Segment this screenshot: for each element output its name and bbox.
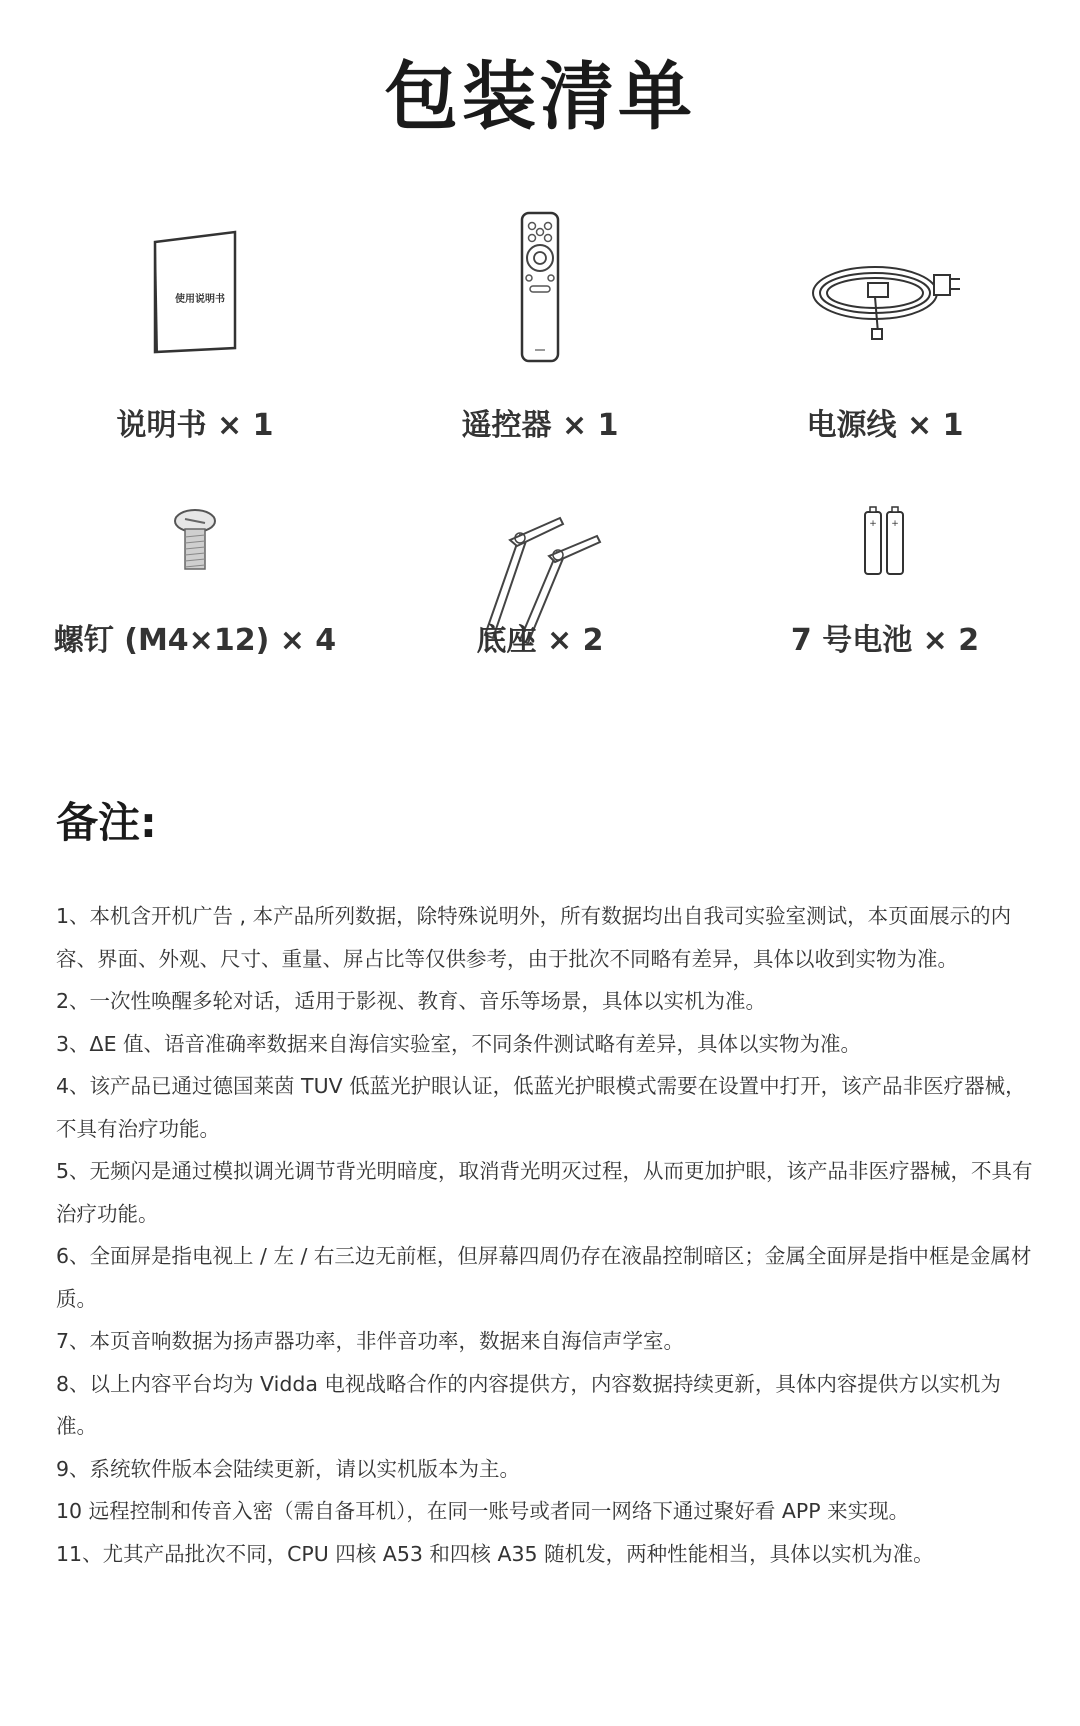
note-item: 5、无频闪是通过模拟调光调节背光明暗度，取消背光明灭过程，从而更加护眼，该产品非医疗器械，不具有治疗功能。 <box>56 1159 1033 1226</box>
notes-heading: 备注: <box>56 798 157 847</box>
remote-control-icon <box>375 210 705 369</box>
item-label-remote: 遥控器 × 1 <box>461 408 619 443</box>
note-item: 11、尤其产品批次不同，CPU 四核 A53 和四核 A35 随机发，两种性能相当，具体以实机为准。 <box>56 1541 934 1566</box>
item-label-screw: 螺钉 (M4×12) × 4 <box>53 623 337 658</box>
power-cable-icon <box>720 245 1050 349</box>
note-item: 2、一次性唤醒多轮对话，适用于影视、教育、音乐等场景，具体以实机为准。 <box>56 989 767 1013</box>
note-item: 1、本机含开机广告 , 本产品所列数据，除特殊说明外，所有数据均出自我司实验室测试，本页面展示的内容、界面、外观、尺寸、重量、屏占比等仅供参考，由于批次不同略有差异，具体以收到实物为准。 <box>56 904 1012 971</box>
note-item: 4、该产品已通过德国莱茵 TUV 低蓝光护眼认证，低蓝光护眼模式需要在设置中打开，该产品非医疗器械，不具有治疗功能。 <box>56 1074 1026 1141</box>
screw-icon <box>30 505 360 589</box>
note-item: 8、以上内容平台均为 Vidda 电视战略合作的内容提供方，内容数据持续更新，具体内容提供方以实机为准。 <box>56 1371 1001 1438</box>
note-item: 3、ΔE 值、语音准确率数据来自海信实验室，不同条件测试略有差异，具体以实物为准。 <box>56 1031 862 1056</box>
note-item: 10 远程控制和传音入密（需自备耳机），在同一账号或者同一网络下通过聚好看 APP 来实现。 <box>56 1499 910 1523</box>
note-item: 7、本页音响数据为扬声器功率，非伴音功率，数据来自海信声学室。 <box>56 1329 685 1353</box>
item-label-battery: 7 号电池 × 2 <box>790 623 980 658</box>
item-label-power-cable: 电源线 × 1 <box>806 408 964 443</box>
note-item: 6、全面屏是指电视上 / 左 / 右三边无前框，但屏幕四周仍存在液晶控制暗区；金属全面屏是指中框是金属材质。 <box>56 1244 1032 1311</box>
manual-icon <box>30 220 360 364</box>
svg-text:+: + <box>891 519 899 529</box>
item-label-manual: 说明书 × 1 <box>116 408 274 443</box>
svg-text:+: + <box>869 519 877 529</box>
manual-cover-text: 使用说明书 <box>175 294 225 305</box>
page-title: 包装清单 <box>384 54 696 140</box>
notes-list <box>56 895 1036 1575</box>
note-item: 9、系统软件版本会陆续更新，请以实机版本为主。 <box>56 1456 521 1481</box>
battery-icon <box>720 502 1050 586</box>
item-label-stand: 底座 × 2 <box>476 623 604 658</box>
